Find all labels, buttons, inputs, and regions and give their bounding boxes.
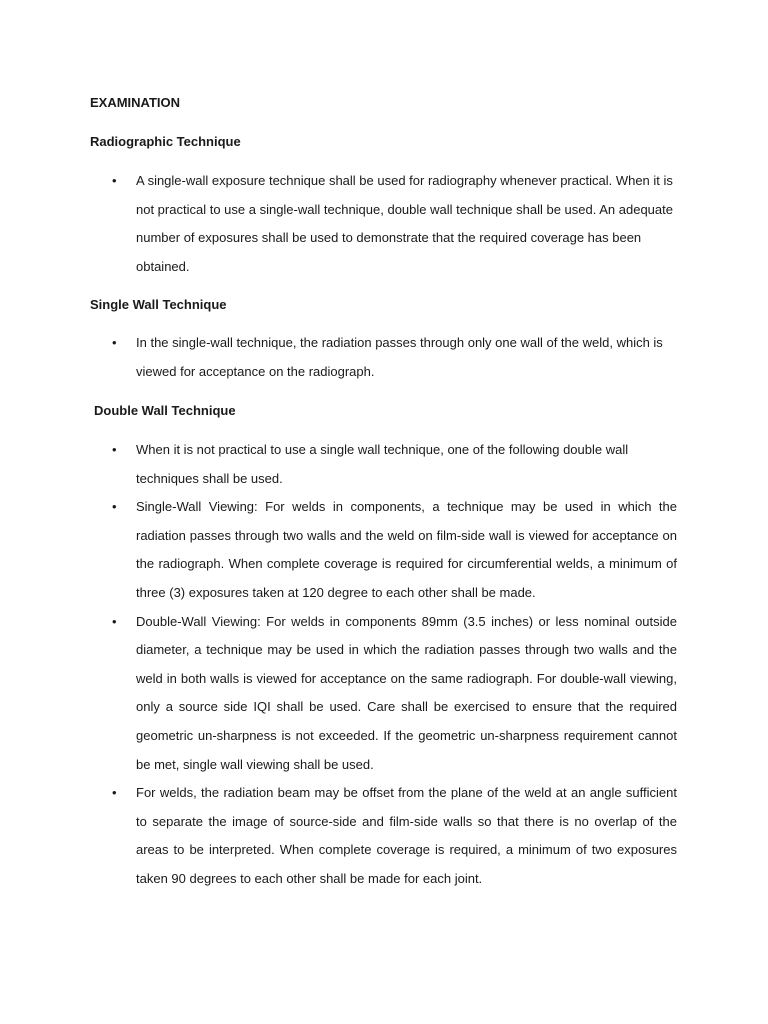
document-title: EXAMINATION — [90, 95, 181, 110]
list-item — [0, 436, 677, 493]
bullet-list-radiographic-technique — [0, 167, 677, 281]
bullet-text: When it is not practical to use a single wall technique, one of the following double wall techniques shall be used. — [136, 442, 629, 486]
section-heading-double-wall-technique: Double Wall Technique — [94, 403, 236, 418]
bullet-icon: • — [112, 785, 117, 801]
bullet-text: A single-wall exposure technique shall be used for radiography whenever practical. When it is not practical to use a single-wall technique, double wall technique shall be used. An adequate number of exposures shall be used to demonstrate that the required coverage has been obtained. — [136, 173, 673, 274]
bullet-icon: • — [112, 613, 117, 629]
bullet-text: In the single-wall technique, the radiation passes through only one wall of the weld, which is viewed for acceptance on the radiograph. — [136, 335, 663, 379]
bullet-text: Single-Wall Viewing: For welds in components, a technique may be used in which the radiation passes through two walls and the weld on film-side wall is viewed for acceptance on the radiograph. When complete coverage is required for circumferential welds, a minimum of three (3) exposures taken at 120 degree to each other shall be made. — [136, 499, 677, 600]
list-item — [0, 493, 677, 607]
bullet-icon: • — [112, 442, 117, 457]
list-item — [0, 329, 677, 386]
bullet-text: For welds, the radiation beam may be offset from the plane of the weld at an angle sufficient to separate the image of source-side and film-side walls so that there is no overlap of the areas to be interpreted. When complete coverage is required, a minimum of two exposures taken 90 degrees to each other shall be made for each joint. — [136, 785, 677, 886]
bullet-text: Double-Wall Viewing: For welds in components 89mm (3.5 inches) or less nominal outside diameter, a technique may be used in which the radiation passes through two walls and the weld in both walls is viewed for acceptance on the same radiograph. For double-wall viewing, only a source side IQI shall be used. Care shall be exercised to ensure that the required geometric un-sharpness is not exceeded. If the geometric un-sharpness requirement cannot be met, single wall viewing shall be used. — [136, 613, 677, 772]
bullet-icon: • — [112, 173, 117, 188]
list-item — [0, 779, 677, 893]
bullet-list-double-wall-technique — [0, 436, 677, 894]
section-heading-radiographic-technique: Radiographic Technique — [90, 134, 241, 149]
section-heading-single-wall-technique: Single Wall Technique — [90, 297, 227, 312]
bullet-list-single-wall-technique — [0, 329, 677, 386]
list-item — [0, 608, 677, 780]
bullet-icon: • — [112, 335, 117, 350]
bullet-icon: • — [112, 499, 117, 515]
list-item — [0, 167, 677, 281]
